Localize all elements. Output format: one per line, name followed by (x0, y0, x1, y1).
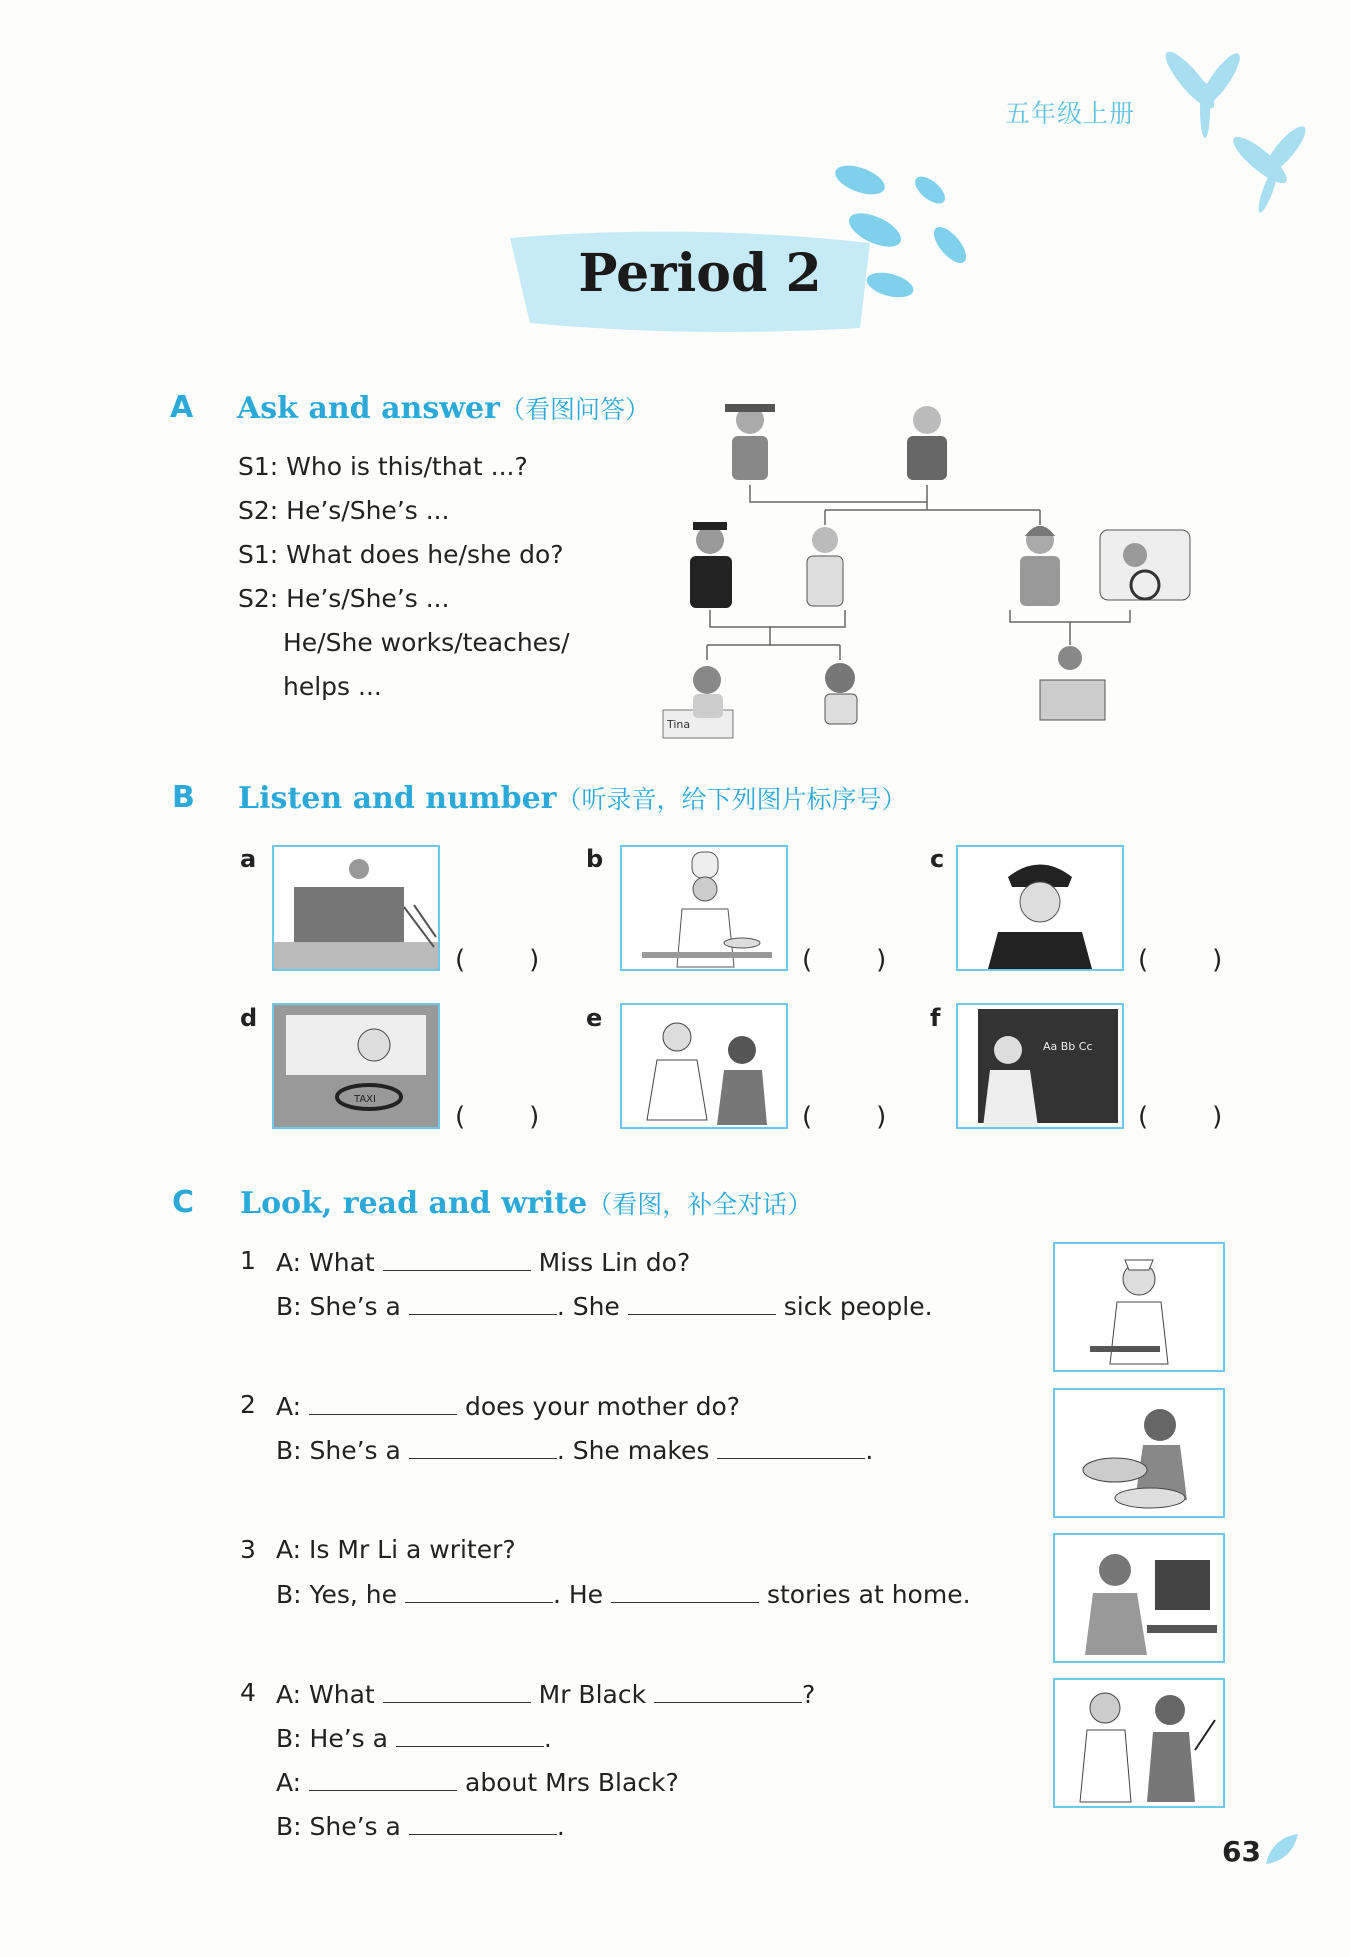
dialog-line-5: He/She works/teaches/ (283, 628, 570, 657)
answer-a-paren[interactable] (455, 945, 539, 975)
answer-d-paren[interactable] (455, 1102, 539, 1132)
q4-blank-5[interactable] (409, 1810, 557, 1835)
q4-c-text-2: about Mrs Black? (465, 1768, 679, 1797)
q3-line-a: A: Is Mr Li a writer? (276, 1535, 516, 1564)
q1-a-text-2: Miss Lin do? (538, 1248, 691, 1277)
family-tree-illustration (655, 390, 1215, 750)
answer-b-paren[interactable] (802, 945, 886, 975)
q1-line-b (276, 1290, 933, 1321)
item-a-picture-farmer (272, 845, 440, 971)
page-number: 63 (1222, 1835, 1261, 1868)
q4-c-text-1: A: (276, 1768, 302, 1797)
q2-b-text-1: B: She’s a (276, 1436, 401, 1465)
paren-open: ( (802, 1102, 813, 1132)
q1-line-a (276, 1246, 690, 1277)
q4-a-text-2: Mr Black (538, 1680, 647, 1709)
paren-close: ) (1212, 945, 1223, 975)
q4-blank-1[interactable] (383, 1678, 531, 1703)
item-c-letter: c (930, 845, 945, 873)
q2-blank-3[interactable] (717, 1434, 865, 1459)
dialog-line-3: S1: What does he/she do? (238, 540, 564, 569)
q4-blank-4[interactable] (309, 1766, 457, 1791)
paren-close: ) (876, 1102, 887, 1132)
q1-b-text-3: sick people. (783, 1292, 933, 1321)
paren-open: ( (455, 945, 466, 975)
q4-blank-2[interactable] (654, 1678, 802, 1703)
dialog-line-4: S2: He’s/She’s ... (238, 584, 450, 613)
paren-close: ) (529, 945, 540, 975)
q2-b-text-3: . (865, 1436, 874, 1465)
item-d-picture-taxi-driver (272, 1003, 440, 1129)
item-f-letter: f (930, 1004, 941, 1032)
leaf-decoration (1262, 1830, 1302, 1870)
paren-open: ( (1138, 945, 1149, 975)
item-f-picture-teacher (956, 1003, 1124, 1129)
paren-close: ) (529, 1102, 540, 1132)
q3-number: 3 (240, 1535, 256, 1564)
q1-blank-3[interactable] (628, 1290, 776, 1315)
section-b-letter: B (172, 780, 195, 815)
q1-a-text-1: A: What (276, 1248, 375, 1277)
q2-picture-cook (1053, 1388, 1225, 1518)
q1-number: 1 (240, 1246, 256, 1275)
q4-line-c (276, 1766, 679, 1797)
q2-number: 2 (240, 1390, 256, 1419)
section-c-letter: C (172, 1185, 195, 1220)
item-e-picture-nurse (620, 1003, 788, 1129)
q4-a-text-1: A: What (276, 1680, 375, 1709)
board-text: Aa Bb Cc (1043, 1040, 1093, 1053)
q2-a-text-2: does your mother do? (465, 1392, 741, 1421)
q4-picture-doctor-and-teacher (1053, 1678, 1225, 1808)
item-a-letter: a (240, 845, 257, 873)
item-b-picture-cook (620, 845, 788, 971)
paren-open: ( (1138, 1102, 1149, 1132)
paren-open: ( (455, 1102, 466, 1132)
dragonfly-decoration (1150, 40, 1310, 220)
q3-blank-2[interactable] (611, 1578, 759, 1603)
section-c-title-en: Look, read and write (240, 1186, 588, 1221)
q1-blank-2[interactable] (409, 1290, 557, 1315)
section-b-title-cn: （听录音，给下列图片标序号） (556, 785, 907, 814)
section-b-title-en: Listen and number (238, 781, 557, 816)
q4-b-text-1: B: He’s a (276, 1724, 388, 1753)
q1-blank-1[interactable] (383, 1246, 531, 1271)
q3-line-b (276, 1578, 971, 1609)
paren-open: ( (802, 945, 813, 975)
q4-number: 4 (240, 1678, 256, 1707)
section-b-title (238, 780, 907, 816)
grade-label: 五年级上册 (1005, 99, 1136, 128)
taxi-label: TAXI (354, 1094, 376, 1105)
q2-line-b (276, 1434, 873, 1465)
q2-line-a (276, 1390, 740, 1421)
section-a-title-cn: （看图问答） (499, 395, 650, 424)
q3-picture-writer (1053, 1533, 1225, 1663)
item-d-letter: d (240, 1004, 258, 1032)
q4-line-d (276, 1810, 565, 1841)
q4-a-text-3: ? (802, 1680, 816, 1709)
dialog-line-1: S1: Who is this/that ...? (238, 452, 528, 481)
item-c-picture-policeman (956, 845, 1124, 971)
answer-f-paren[interactable] (1138, 1102, 1222, 1132)
q3-b-text-2: . He (552, 1580, 604, 1609)
section-a-title (237, 390, 650, 426)
dialog-line-2: S2: He’s/She’s ... (238, 496, 450, 525)
q4-line-b (276, 1722, 552, 1753)
q1-picture-nurse (1053, 1242, 1225, 1372)
q4-d-text-2: . (556, 1812, 565, 1841)
item-e-letter: e (586, 1004, 603, 1032)
q2-blank-1[interactable] (309, 1390, 457, 1415)
paren-close: ) (876, 945, 887, 975)
section-c-title (240, 1185, 812, 1221)
q3-b-text-3: stories at home. (766, 1580, 971, 1609)
q2-blank-2[interactable] (409, 1434, 557, 1459)
answer-c-paren[interactable] (1138, 945, 1222, 975)
section-a-letter: A (170, 390, 194, 425)
q2-b-text-2: . She makes (556, 1436, 710, 1465)
q2-a-text-1: A: (276, 1392, 302, 1421)
q4-d-text-1: B: She’s a (276, 1812, 401, 1841)
q3-b-text-1: B: Yes, he (276, 1580, 397, 1609)
section-c-title-cn: （看图，补全对话） (587, 1190, 813, 1219)
q1-b-text-1: B: She’s a (276, 1292, 401, 1321)
dialog-line-6: helps ... (283, 672, 382, 701)
tina-label: Tina (667, 718, 691, 731)
item-b-letter: b (586, 845, 604, 873)
paren-close: ) (1212, 1102, 1223, 1132)
answer-e-paren[interactable] (802, 1102, 886, 1132)
q4-blank-3[interactable] (396, 1722, 544, 1747)
section-a-title-en: Ask and answer (237, 391, 500, 426)
q4-line-a (276, 1678, 815, 1709)
page-title: Period 2 (578, 243, 822, 304)
q4-b-text-2: . (543, 1724, 552, 1753)
q1-b-text-2: . She (556, 1292, 620, 1321)
q3-blank-1[interactable] (405, 1578, 553, 1603)
